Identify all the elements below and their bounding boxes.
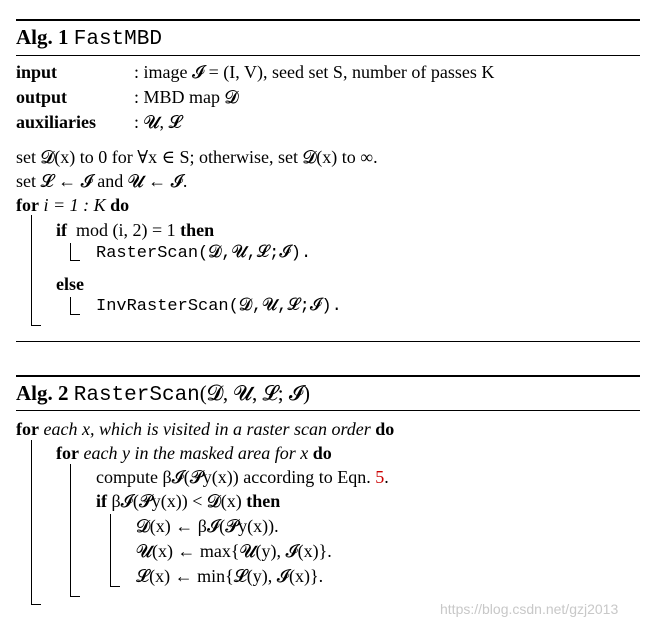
alg1-for-keyword: for xyxy=(16,195,39,215)
alg1-raster-call: RasterScan(𝓓,𝓤,𝓛;𝓘). xyxy=(96,244,312,263)
alg1-then-bracket xyxy=(70,243,71,260)
alg2-args: (𝓓, 𝓤, 𝓛; 𝓘) xyxy=(199,381,311,405)
alg2-compute-line xyxy=(96,466,389,488)
alg2-for2-line xyxy=(56,442,332,464)
alg2-compute-end: . xyxy=(384,467,389,487)
alg1-output-key: output xyxy=(16,87,68,107)
alg2-if-bracket xyxy=(110,514,111,586)
alg2-if-bracket-foot xyxy=(110,586,120,587)
alg1-output-value: : MBD map 𝓓 xyxy=(134,87,239,107)
alg1-heading: Alg. 1 xyxy=(16,25,69,49)
alg1-if-line xyxy=(56,219,214,241)
alg1-name: FastMBD xyxy=(73,28,162,51)
alg2-for2-bracket xyxy=(70,464,71,596)
alg1-for-expression: i = 1 : K xyxy=(43,195,106,215)
alg1-aux-value: : 𝓤, 𝓛 xyxy=(134,112,182,132)
alg2-assign-d: 𝓓(x) ← β𝓘(𝓟y(x)). xyxy=(136,516,279,536)
alg2-for-text: each x, which is visited in a raster scan order xyxy=(43,419,371,439)
alg2-for2-text: each y in the masked area for x xyxy=(83,443,309,463)
alg2-for-bracket xyxy=(31,440,32,604)
alg2-then-keyword: then xyxy=(246,491,281,511)
alg2-for2-bracket-foot xyxy=(70,596,80,597)
alg1-if-keyword: if xyxy=(56,220,67,240)
alg2-do-keyword: do xyxy=(375,419,395,439)
watermark: https://blog.csdn.net/gzj2013 xyxy=(440,601,619,617)
alg1-then-bracket-foot xyxy=(70,260,80,261)
alg1-for-bracket-foot xyxy=(31,325,41,326)
alg2-do2-keyword: do xyxy=(312,443,332,463)
alg2-for-bracket-foot xyxy=(31,604,41,605)
alg2-top-rule xyxy=(16,375,640,377)
alg1-init-line-1: set 𝓓(x) to 0 for ∀x ∈ S; otherwise, set 𝓓(x) to ∞. xyxy=(16,147,378,167)
alg2-if-keyword: if xyxy=(96,491,107,511)
alg1-input-key: input xyxy=(16,62,58,82)
alg1-aux-key: auxiliaries xyxy=(16,112,96,132)
alg2-name: RasterScan xyxy=(73,384,200,407)
alg1-title xyxy=(16,24,162,53)
alg2-for-line xyxy=(16,418,394,440)
alg1-init-line-2: set 𝓛 ← 𝓘 and 𝓤 ← 𝓘. xyxy=(16,171,188,191)
alg1-if-expression: mod (i, 2) = 1 xyxy=(76,220,176,240)
alg2-title xyxy=(16,380,310,409)
alg2-if-expression: β𝓘(𝓟y(x)) < 𝓓(x) xyxy=(111,491,242,511)
alg2-compute-text: compute β𝓘(𝓟y(x)) according to Eqn. xyxy=(96,467,371,487)
alg1-input-value: : image 𝓘 = (I, V), seed set S, number of passes K xyxy=(134,62,495,82)
alg2-assign-l: 𝓛(x) ← min{𝓛(y), 𝓘(x)}. xyxy=(136,566,324,586)
alg1-else-keyword: else xyxy=(56,274,84,294)
alg2-eqn-reference[interactable]: 5 xyxy=(375,467,385,487)
alg1-else-bracket xyxy=(70,297,71,314)
alg2-title-rule xyxy=(16,410,640,411)
alg2-for-keyword: for xyxy=(16,419,39,439)
alg1-for-line xyxy=(16,194,129,216)
alg2-for2-keyword: for xyxy=(56,443,79,463)
alg2-assign-u: 𝓤(x) ← max{𝓤(y), 𝓘(x)}. xyxy=(136,541,332,561)
alg1-do-keyword: do xyxy=(110,195,130,215)
alg1-then-keyword: then xyxy=(180,220,215,240)
alg1-top-rule xyxy=(16,19,640,21)
alg1-for-bracket xyxy=(31,215,32,325)
alg1-bottom-rule xyxy=(16,341,640,342)
alg1-else-bracket-foot xyxy=(70,314,80,315)
alg2-if-line xyxy=(96,490,280,512)
alg1-inv-raster-call: InvRasterScan(𝓓,𝓤,𝓛;𝓘). xyxy=(96,297,342,316)
alg2-heading: Alg. 2 xyxy=(16,381,69,405)
alg1-title-rule xyxy=(16,55,640,56)
